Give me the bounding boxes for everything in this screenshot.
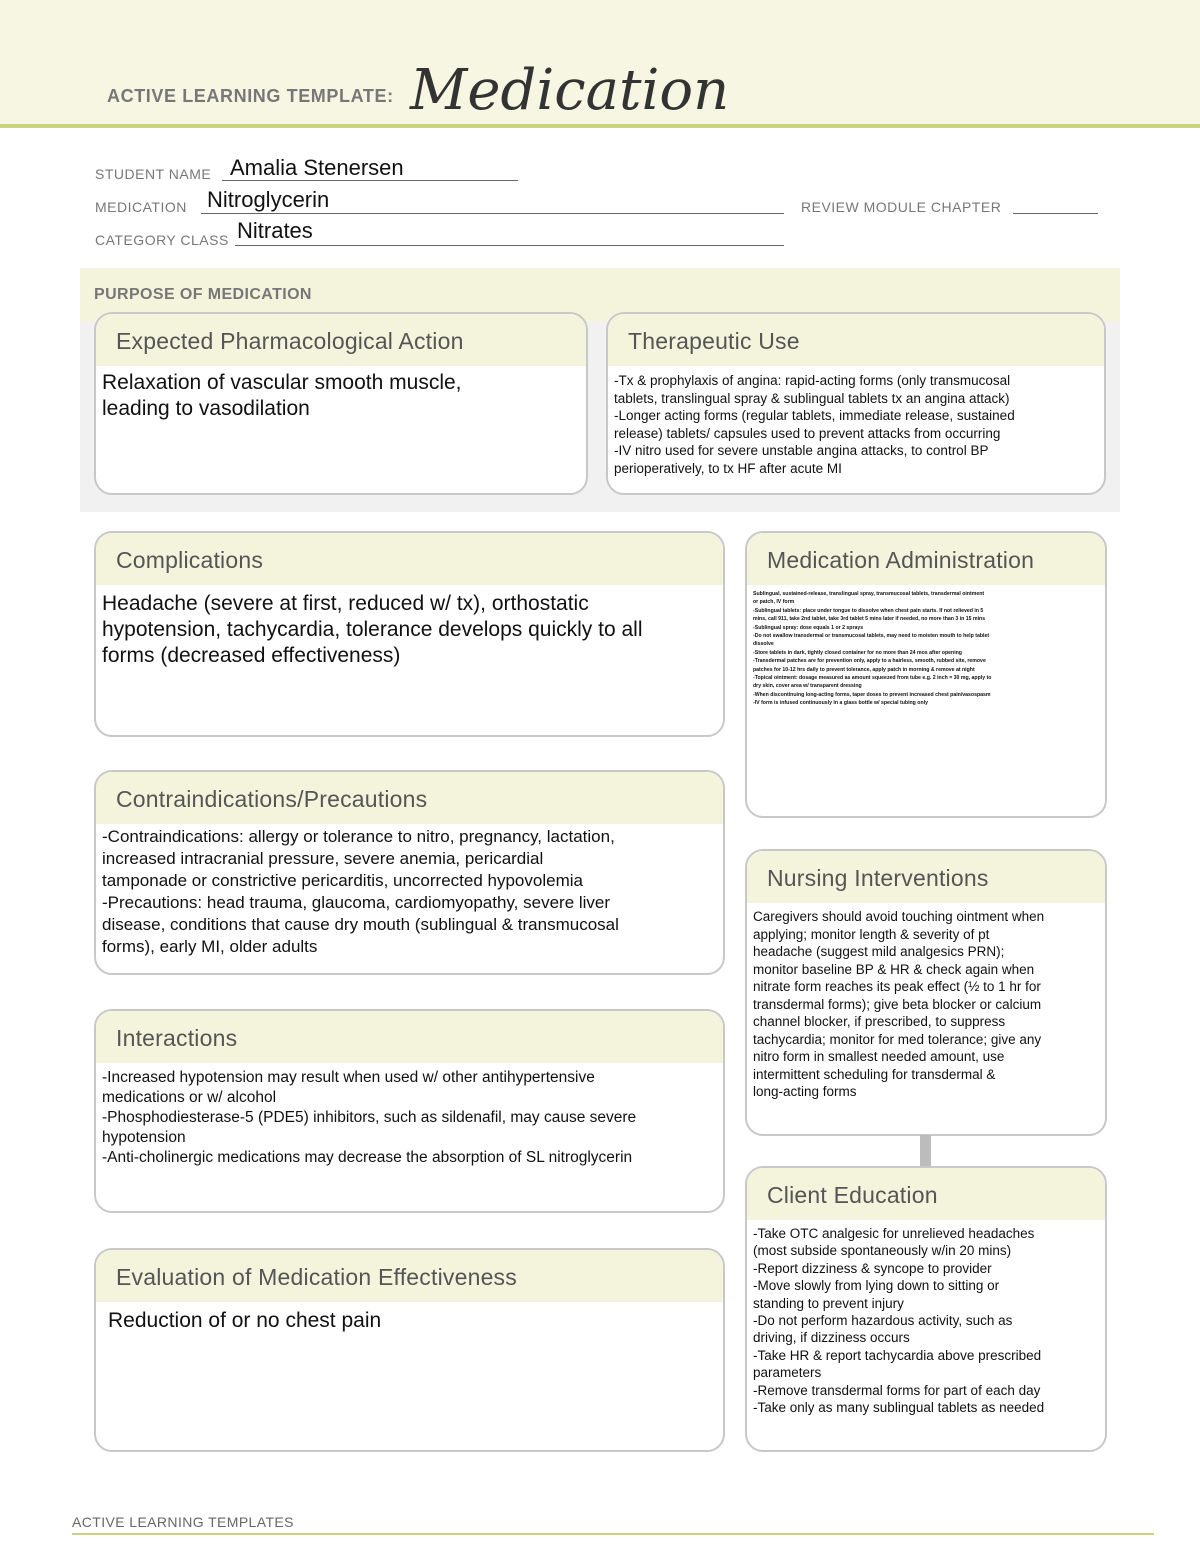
evaluation-card <box>94 1248 725 1452</box>
therapeutic-use-header <box>608 314 1104 366</box>
complications-header <box>96 533 723 585</box>
review-module-label: REVIEW MODULE CHAPTER <box>801 199 1002 215</box>
therapeutic-use-card <box>606 312 1106 495</box>
student-name-label: STUDENT NAME <box>95 166 212 182</box>
complications-card <box>94 531 725 737</box>
evaluation-title: Evaluation of Medication Effectiveness <box>116 1264 517 1290</box>
header-divider <box>0 124 1200 128</box>
client-education-header <box>747 1168 1105 1220</box>
contraindications-text[interactable]: -Contraindications: allergy or tolerance to nitro, pregnancy, lactation, increased intracranial pressure, severe anemia, pericardial tamponade or constrictive pericarditis, uncorrected hypovolemia -Precautions: head trauma, glaucoma, cardiomyopathy, severe liver disease, conditions that cause dry mouth (sublingual & transmucosal forms), early MI, older adults <box>102 827 619 956</box>
expected-action-text[interactable]: Relaxation of vascular smooth muscle, leading to vasodilation <box>102 371 462 420</box>
complications-text[interactable]: Headache (severe at first, reduced w/ tx), orthostatic hypotension, tachycardia, tolerance develops quickly to all forms (decreased effectiveness) <box>102 592 643 667</box>
interactions-text[interactable]: -Increased hypotension may result when used w/ other antihypertensive medications or w/ alcohol -Phosphodiesterase-5 (PDE5) inhibitors, such as sildenafil, may cause severe hypotension -Anti-cholinergic medications may decrease the absorption of SL nitroglycerin <box>102 1069 637 1166</box>
category-class-field[interactable]: Nitrates <box>237 218 313 243</box>
purpose-label: PURPOSE OF MEDICATION <box>94 286 312 303</box>
administration-header <box>747 533 1105 585</box>
footer-divider <box>72 1533 1154 1535</box>
nursing-interventions-card <box>745 849 1107 1136</box>
medication-line <box>201 213 784 214</box>
administration-card <box>745 531 1107 818</box>
client-education-text[interactable]: -Take OTC analgesic for unrelieved headaches (most subside spontaneously w/in 20 mins) -Report dizziness & syncope to provider -Move slowly from lying down to sitting or standing to prevent injury -Do not perform hazardous activity, such as driving, if dizziness occurs -Take HR & report tachycardia above prescribed parameters -Remove transdermal forms for part of each day -Take only as many sublingual tablets as needed <box>753 1226 1045 1416</box>
template-title: Medication <box>410 58 730 123</box>
complications-title: Complications <box>116 547 264 573</box>
evaluation-text[interactable]: Reduction of or no chest pain <box>108 1309 382 1332</box>
medication-label: MEDICATION <box>95 199 187 215</box>
interactions-title: Interactions <box>116 1025 238 1051</box>
template-label: ACTIVE LEARNING TEMPLATE: <box>107 86 394 106</box>
therapeutic-use-text[interactable]: -Tx & prophylaxis of angina: rapid-acting forms (only transmucosal tablets, translingual spray & sublingual tablets tx an angina attack) -Longer acting forms (regular tablets, immediate release, sustained release) tablets/ capsules used to prevent attacks from occurring -IV nitro used for severe unstable angina attacks, to control BP perioperatively, to tx HF after acute MI <box>614 373 1015 476</box>
administration-text[interactable]: Sublingual, sustained-release, translingual spray, transmucosal tablets, transdermal ointment or patch, IV form -Sublingual tablets: place under tongue to dissolve when chest pain starts. If not relieved in 5 mins, call 911, take 2nd tablet, take 3rd tablet 5 mins later if needed, no more than 3 in 15 mins -Sublingual spray: dose equals 1 or 2 sprays -Do not swallow transdermal or transmucosal tablets, may need to moisten mouth to help tablet dissolve -Store tablets in dark, tightly closed container for no more than 24 mos after opening -Transdermal patches are for prevention only, apply to a hairless, smooth, rubbed site, remove patches for 10-12 hrs daily to prevent tolerance, apply patch in morning & remove at night -Topical ointment: dosage measured as amount squeezed from tube e.g. 2 inch = 30 mg, apply to dry skin, cover area w/ transparent dressing -When discontinuing long-acting forms, taper doses to prevent increased chest pain/vasospasm -IV form is infused continuously in a glass bottle w/ special tubing only <box>753 591 992 707</box>
client-education-title: Client Education <box>767 1182 938 1208</box>
nursing-interventions-text[interactable]: Caregivers should avoid touching ointment when applying; monitor length & severity of pt headache (suggest mild analgesics PRN); monitor baseline BP & HR & check again when nitrate form reaches its peak effect (½ to 1 hr for transdermal forms); give beta blocker or calcium channel blocker, if prescribed, to suppress tachycardia; monitor for med tolerance; give any nitro form in smallest needed amount, use intermittent scheduling for transdermal & long-acting forms <box>753 909 1045 1099</box>
evaluation-header <box>96 1250 723 1302</box>
expected-action-title: Expected Pharmacological Action <box>116 328 464 354</box>
contraindications-title: Contraindications/Precautions <box>116 786 428 812</box>
administration-title: Medication Administration <box>767 547 1035 573</box>
nursing-interventions-title: Nursing Interventions <box>767 865 989 891</box>
category-class-line <box>235 245 784 246</box>
client-education-card <box>745 1166 1107 1452</box>
review-module-line <box>1013 213 1098 214</box>
therapeutic-use-title: Therapeutic Use <box>628 328 800 354</box>
medication-field[interactable]: Nitroglycerin <box>207 187 330 212</box>
category-class-label: CATEGORY CLASS <box>95 232 229 248</box>
contraindications-card <box>94 770 725 975</box>
student-name-field[interactable]: Amalia Stenersen <box>230 155 404 180</box>
contraindications-header <box>96 772 723 824</box>
interactions-header <box>96 1011 723 1063</box>
expected-action-header <box>96 314 586 366</box>
student-name-line <box>222 180 518 181</box>
interactions-card <box>94 1009 725 1213</box>
expected-action-card <box>94 312 588 495</box>
footer-label: ACTIVE LEARNING TEMPLATES <box>72 1514 294 1530</box>
nursing-interventions-header <box>747 851 1105 903</box>
card-connector <box>920 1135 931 1167</box>
